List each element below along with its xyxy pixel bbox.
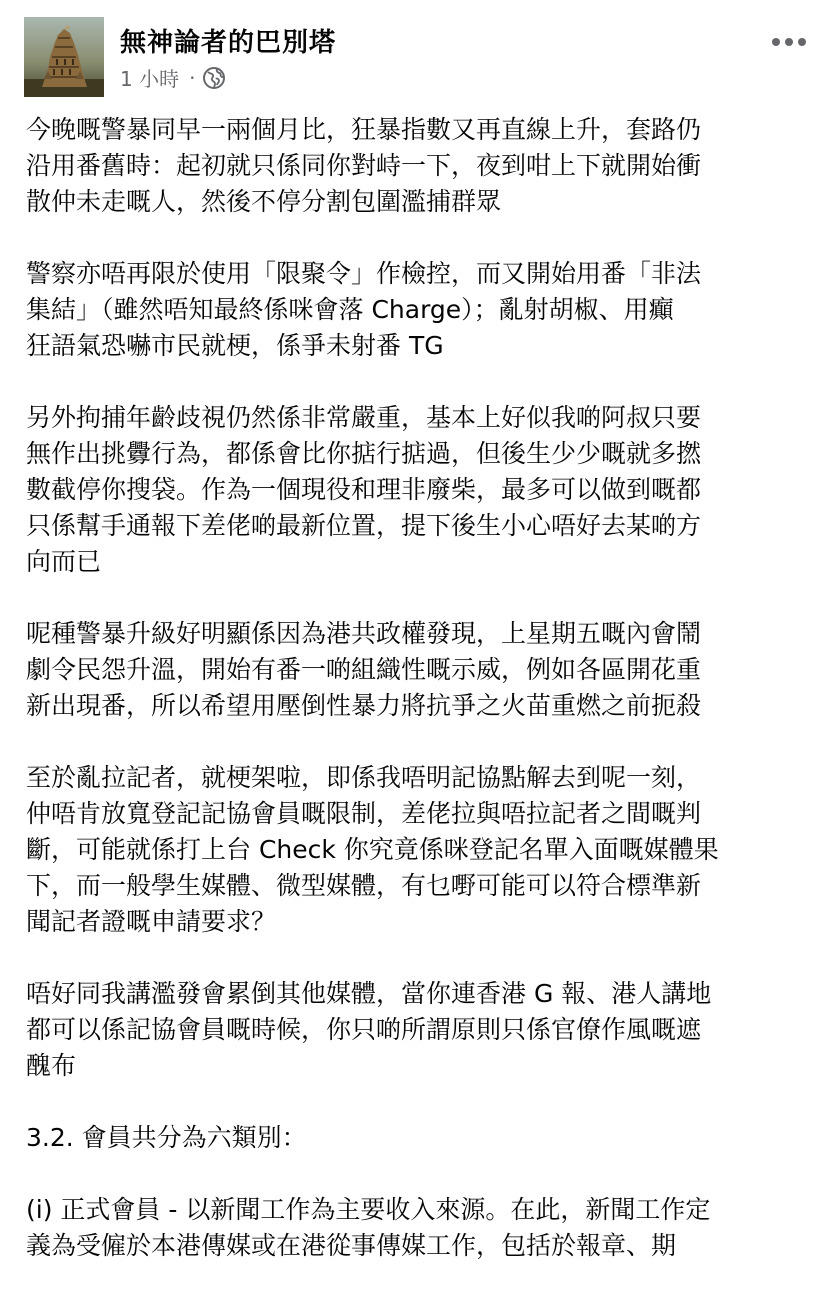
post-paragraph: 唔好同我講濫發會累倒其他媒體，當你連香港 G 報、港人講地 都可以係記協會員嘅時候，你只啲所謂原則只係官僚作風嘅遮 醜布 [26, 979, 712, 1080]
post-meta [120, 63, 226, 92]
post-paragraph: 今晚嘅警暴同早一兩個月比，狂暴指數又再直線上升，套路仍 沿用番舊時：起初就只係同你對峙一下，夜到咁上下就開始衝 散仲未走嘅人，然後不停分割包圍濫捕群眾 [26, 115, 702, 216]
post-timestamp[interactable]: 1 小時 [120, 67, 180, 91]
post-paragraph: 3.2. 會員共分為六類別： [26, 1123, 307, 1152]
post-paragraph: 至於亂拉記者，就梗架啦，即係我唔明記協點解去到呢一刻， 仲唔肯放寬登記記協會員嘅限制，差佬拉與唔拉記者之間嘅判 斷，可能就係打上台 Check 你究竟係咪登記名單入面嘅媒體果 下，而一般學生媒體、微型媒體，有乜嘢可能可以符合標準新 聞記者證嘅申請要求？ [26, 763, 719, 936]
post-text [26, 112, 802, 1300]
more-dot [785, 38, 793, 46]
post-paragraph: 警察亦唔再限於使用「限聚令」作檢控，而又開始用番「非法 集結」（雖然唔知最終係咪會落 Charge）；亂射胡椒、用癲 狂語氣恐嚇市民就梗，係爭未射番 TG [26, 259, 702, 360]
globe-icon[interactable] [202, 66, 226, 90]
more-dot [772, 38, 780, 46]
post-header [0, 0, 828, 110]
meta-separator: · [189, 65, 196, 90]
tower-of-babel-painting [24, 17, 104, 97]
more-dot [798, 38, 806, 46]
post-paragraph: 另外拘捕年齡歧視仍然係非常嚴重，基本上好似我啲阿叔只要 無作出挑釁行為，都係會比你掂行掂過，但後生少少嘅就多撚 數截停你搜袋。作為一個現役和理非廢柴，最多可以做到嘅都 只係幫手通報下差佬啲最新位置，提下後生小心唔好去某啲方 向而已 [26, 403, 702, 576]
post-paragraph: (i) 正式會員 - 以新聞工作為主要收入來源。在此，新聞工作定 義為受僱於本港傳媒或在港從事傳媒工作，包括於報章、期 [26, 1195, 711, 1260]
post-paragraph: 呢種警暴升級好明顯係因為港共政權發現，上星期五嘅內會鬧 劇令民怨升溫，開始有番一啲組織性嘅示威，例如各區開花重 新出現番，所以希望用壓倒性暴力將抗爭之火苗重燃之前扼殺 [26, 619, 702, 720]
more-options-icon[interactable] [772, 30, 806, 54]
page-avatar[interactable] [24, 17, 104, 97]
page-name[interactable]: 無神論者的巴別塔 [120, 28, 337, 58]
